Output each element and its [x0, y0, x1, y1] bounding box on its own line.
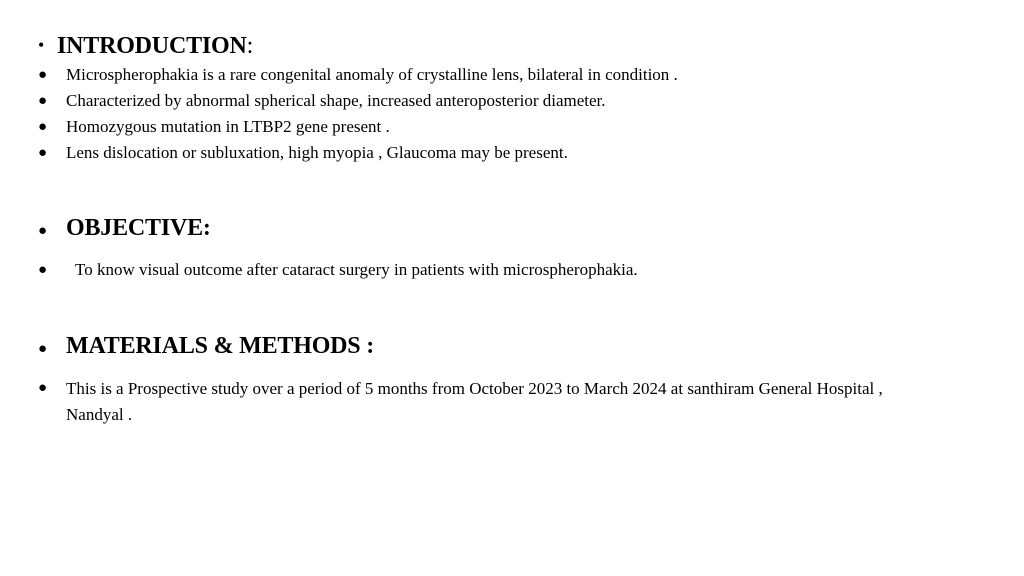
intro-heading-colon: : [246, 33, 254, 59]
methods-heading: MATERIALS & METHODS : [66, 333, 375, 359]
bullet-icon: ● [38, 145, 48, 161]
methods-item [0, 376, 1024, 428]
objective-item-text: To know visual outcome after cataract surgery in patients with microspherophakia. [75, 260, 638, 279]
bullet-icon: ● [38, 223, 48, 239]
intro-item-text: Microspherophakia is a rare congenital anomaly of crystalline lens, bilateral in condition . [66, 65, 678, 84]
bullet-icon: ● [38, 93, 48, 109]
bullet-icon: ● [38, 341, 48, 357]
bullet-icon: ● [38, 262, 48, 278]
intro-item-text: Homozygous mutation in LTBP2 gene present . [66, 117, 390, 136]
methods-item-text: This is a Prospective study over a period of 5 months from October 2023 to March 2024 at santhiram General Hospital , Nandyal . [66, 379, 883, 424]
bullet-icon: ● [38, 119, 48, 135]
bullet-icon: ● [38, 380, 48, 396]
intro-item-text: Characterized by abnormal spherical shape, increased anteroposterior diameter. [66, 91, 606, 110]
bullet-icon: ● [38, 67, 48, 83]
intro-heading [57, 33, 253, 60]
objective-heading: OBJECTIVE: [66, 215, 211, 241]
intro-heading-text: INTRODUCTION [57, 33, 247, 59]
intro-item-text: Lens dislocation or subluxation, high myopia , Glaucoma may be present. [66, 143, 568, 162]
intro-bullet: • [38, 35, 45, 55]
